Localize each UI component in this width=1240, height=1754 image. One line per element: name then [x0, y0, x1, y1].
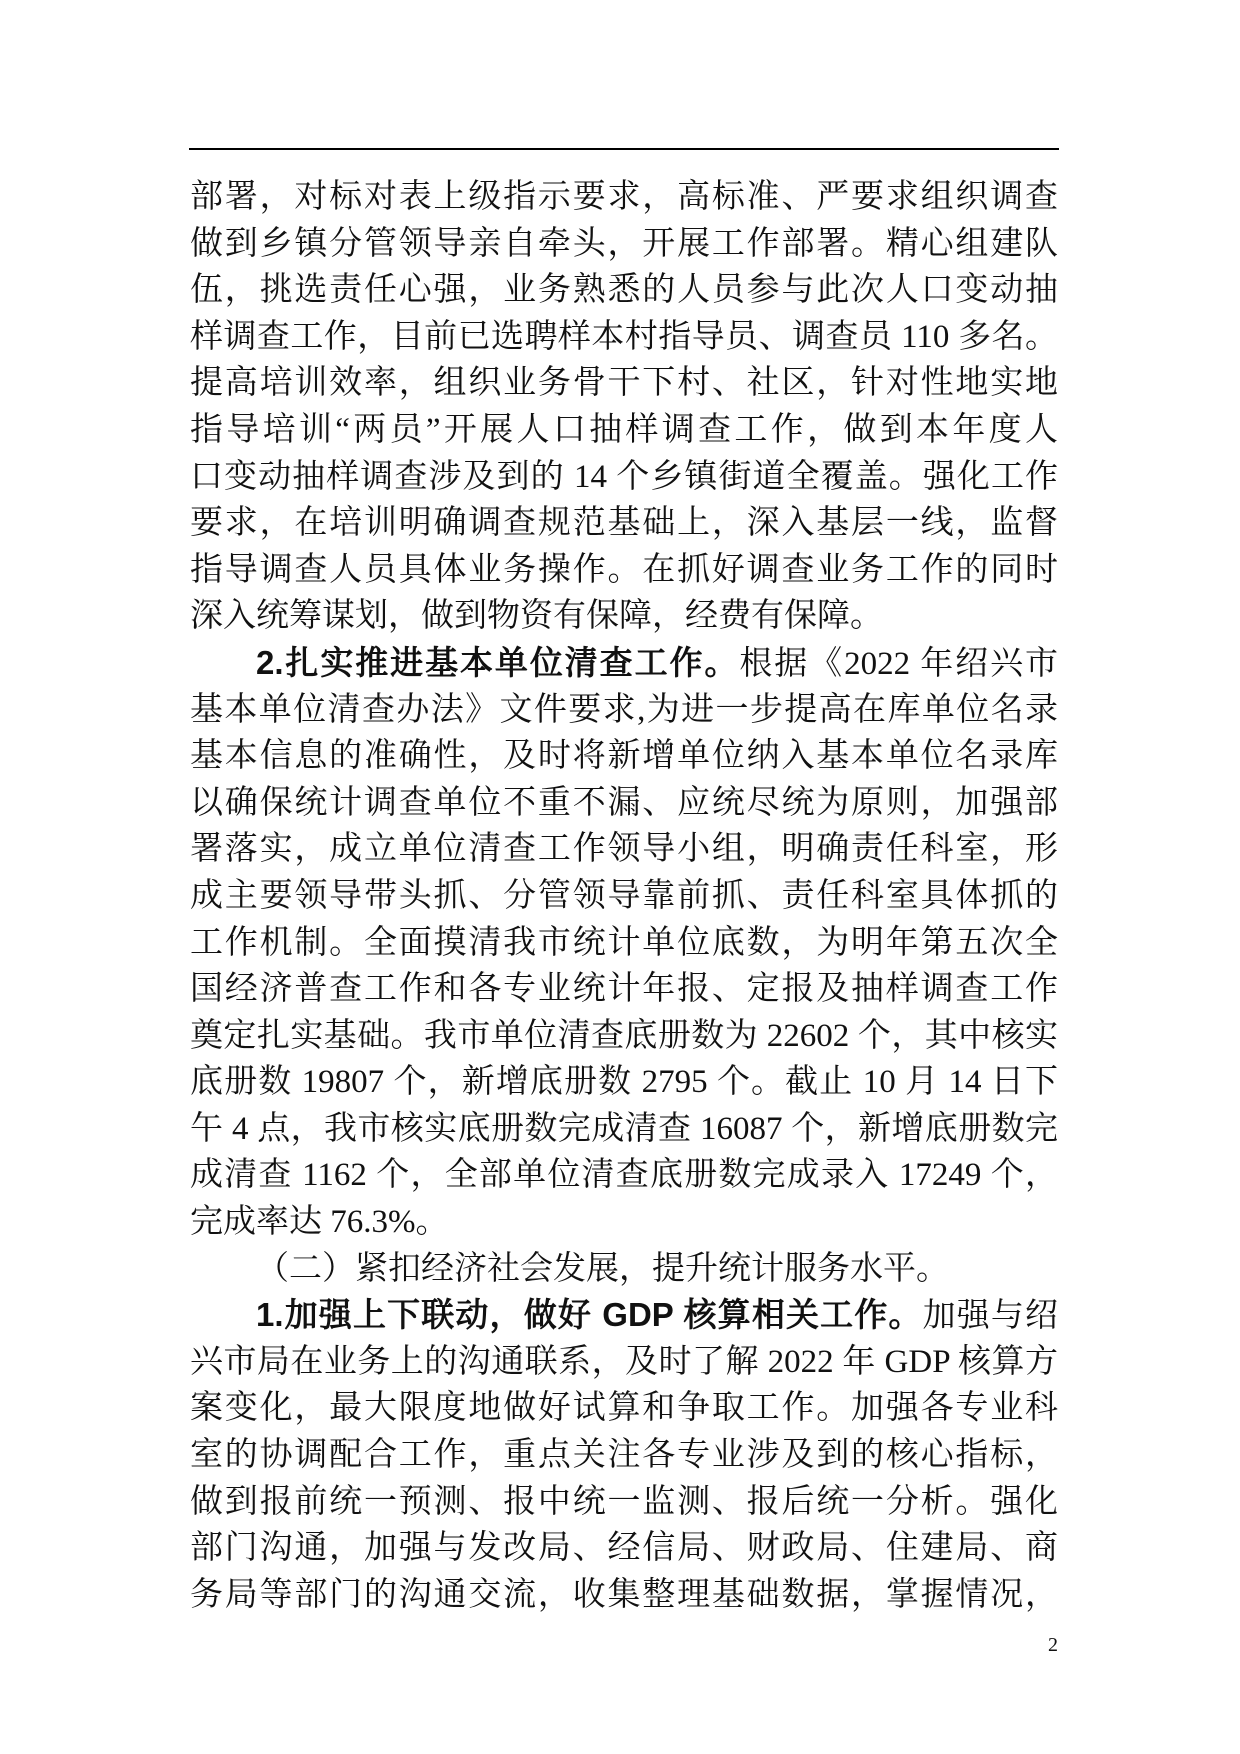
section-heading: 2.扎实推进基本单位清查工作。: [256, 643, 740, 681]
text-line: 指导培训“两员”开展人口抽样调查工作，做到本年度人: [190, 411, 1058, 448]
text-line: 做到报前统一预测、报中统一监测、报后统一分析。强化: [190, 1483, 1058, 1520]
text-line-rest: 加强与绍: [922, 1298, 1058, 1335]
text-line: 深入统筹谋划，做到物资有保障，经费有保障。: [190, 598, 883, 635]
text-line: 部门沟通，加强与发改局、经信局、财政局、住建局、商: [190, 1530, 1058, 1567]
section-heading: 1.加强上下联动，做好 GDP 核算相关工作。: [256, 1296, 923, 1334]
text-line: 提高培训效率，组织业务骨干下村、社区，针对性地实地: [190, 365, 1058, 402]
text-line: 基本信息的准确性，及时将新增单位纳入基本单位名录库: [190, 738, 1058, 775]
text-line: 口变动抽样调查涉及到的 14 个乡镇街道全覆盖。强化工作: [190, 458, 1058, 495]
text-line: 样调查工作，目前已选聘样本村指导员、调查员 110 多名。: [190, 318, 1058, 355]
subsection-title: （二）紧扣经济社会发展，提升统计服务水平。: [256, 1250, 949, 1287]
text-line: 以确保统计调查单位不重不漏、应统尽统为原则，加强部: [190, 784, 1058, 821]
text-line: 案变化，最大限度地做好试算和争取工作。加强各专业科: [190, 1390, 1058, 1427]
page-number: 2: [1048, 1634, 1058, 1656]
section-heading-line: [190, 1292, 1058, 1339]
text-line: 要求，在培训明确调查规范基础上，深入基层一线，监督: [190, 505, 1058, 542]
text-line: 国经济普查工作和各专业统计年报、定报及抽样调查工作: [190, 971, 1058, 1008]
text-line: 午 4 点，我市核实底册数完成清查 16087 个，新增底册数完: [190, 1110, 1058, 1147]
text-line: 成主要领导带头抓、分管领导靠前抓、责任科室具体抓的: [190, 877, 1058, 914]
section-heading-line: [190, 640, 1058, 687]
text-line: 指导调查人员具体业务操作。在抓好调查业务工作的同时: [190, 551, 1058, 588]
text-line: 兴市局在业务上的沟通联系，及时了解 2022 年 GDP 核算方: [190, 1343, 1058, 1380]
text-line: 基本单位清查办法》文件要求,为进一步提高在库单位名录: [190, 691, 1058, 728]
text-line: 成清查 1162 个，全部单位清查底册数完成录入 17249 个，: [190, 1157, 1058, 1194]
text-line: 署落实，成立单位清查工作领导小组，明确责任科室，形: [190, 831, 1058, 868]
text-line: 完成率达 76.3%。: [190, 1204, 449, 1241]
body-text: [190, 174, 1058, 1618]
text-line: 奠定扎实基础。我市单位清查底册数为 22602 个，其中核实: [190, 1017, 1058, 1054]
text-line: 做到乡镇分管领导亲自牵头，开展工作部署。精心组建队: [190, 225, 1058, 262]
text-line: 底册数 19807 个，新增底册数 2795 个。截止 10 月 14 日下: [190, 1064, 1058, 1101]
text-line: 部署，对标对表上级指示要求，高标准、严要求组织调查: [190, 179, 1058, 215]
text-line: 伍，挑选责任心强，业务熟悉的人员参与此次人口变动抽: [190, 272, 1058, 309]
text-line: 室的协调配合工作，重点关注各专业涉及到的核心指标，: [190, 1437, 1058, 1474]
text-line: 务局等部门的沟通交流，收集整理基础数据，掌握情况，: [190, 1576, 1058, 1613]
text-line: 工作机制。全面摸清我市统计单位底数，为明年第五次全: [190, 924, 1058, 961]
header-rule: [189, 148, 1059, 150]
text-line-rest: 根据《2022 年绍兴市: [739, 645, 1058, 682]
